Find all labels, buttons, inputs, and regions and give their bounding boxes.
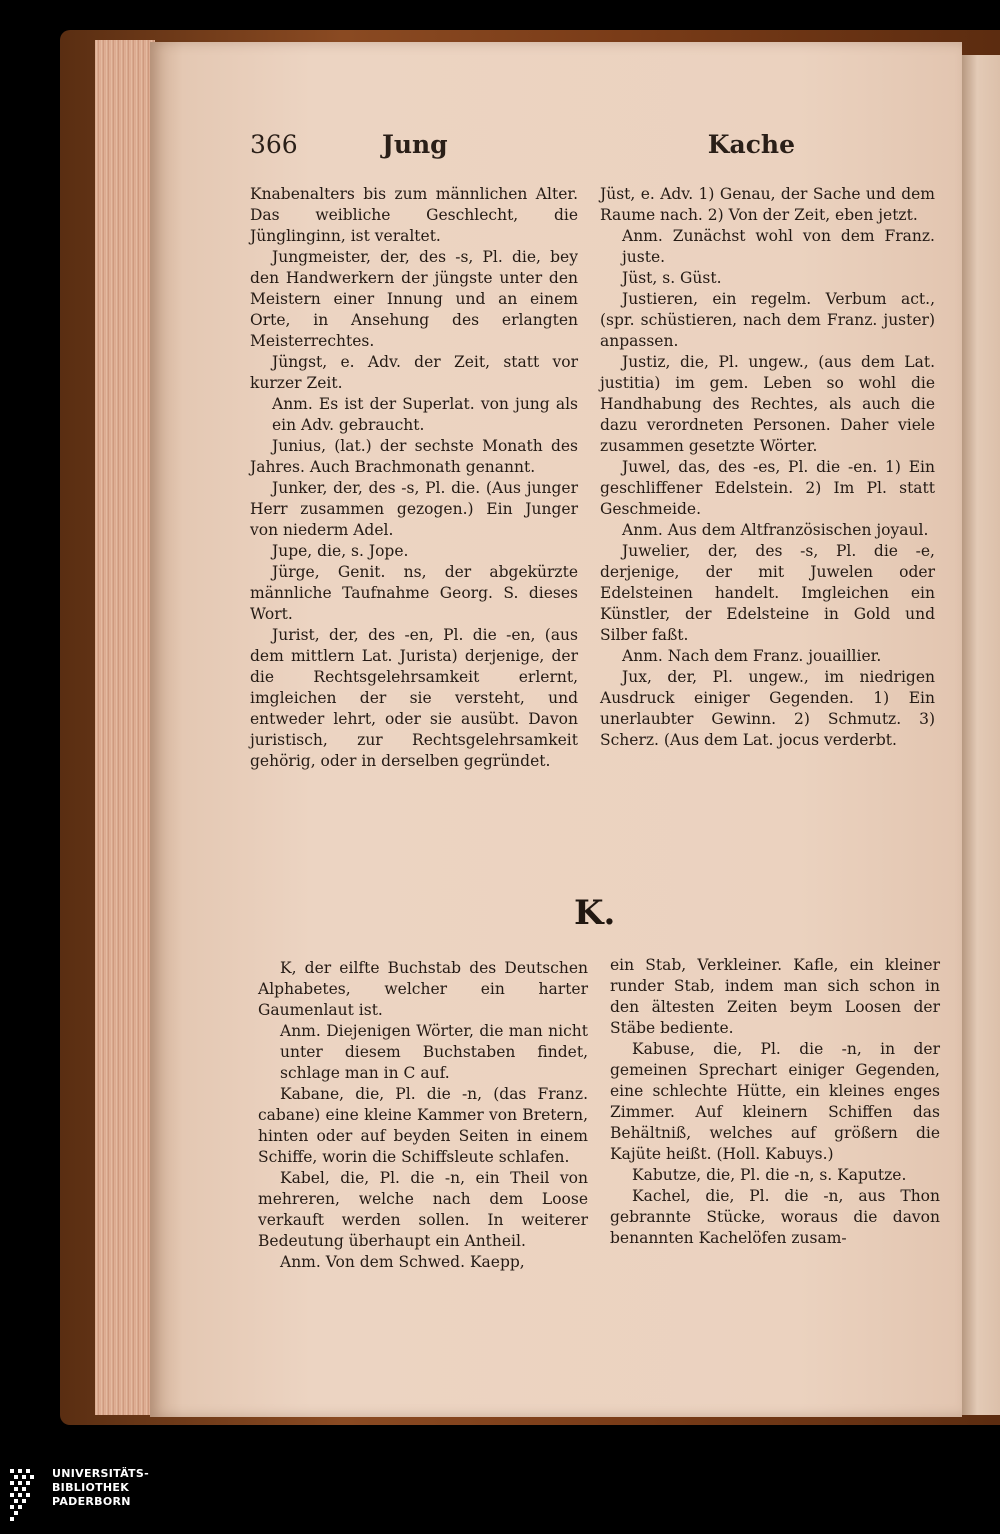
- dictionary-note: Anm. Es ist der Superlat. von jung als ein Adv. gebraucht.: [272, 395, 578, 434]
- dictionary-note: Anm. Nach dem Franz. jouaillier.: [622, 647, 882, 665]
- dictionary-entry: Jurist, der, des -en, Pl. die -en, (aus dem mittlern Lat. Jurista) derjenige, der die Rechtsgelehrsamkeit erlernt, imgleichen der sie versteht, und entweder lehrt, oder sie ausübt. Davon juristisch, zur Rechtsgelehrsamkeit gehörig, oder in derselben gegründet.: [250, 626, 578, 770]
- dictionary-entry: Kabel, die, Pl. die -n, ein Theil von mehreren, welche nach dem Loose verkauft werden sollen. In weiterer Bedeutung überhaupt ein Antheil.: [258, 1169, 588, 1250]
- dictionary-entry: K, der eilfte Buchstab des Deutschen Alphabetes, welcher ein harter Gaumenlaut ist.: [258, 959, 588, 1019]
- dictionary-entry: Kabutze, die, Pl. die -n, s. Kaputze.: [632, 1166, 907, 1184]
- dictionary-entry: ein Stab, Verkleiner. Kafle, ein kleiner runder Stab, indem man sich schon in den ältesten Zeiten beym Loosen der Stäbe bediente.: [610, 956, 940, 1037]
- left-column-top: [250, 184, 578, 772]
- dictionary-entry: Jüst, e. Adv. 1) Genau, der Sache und dem Raume nach. 2) Von der Zeit, eben jetzt.: [600, 185, 935, 224]
- dictionary-entry: Kabuse, die, Pl. die -n, in der gemeinen Sprechart einiger Gegenden, eine schlechte Hütte, ein kleines enges Zimmer. Auf kleinern Schiffen das Behältniß, welches auf größern die Kajüte heißt. (Holl. Kabuys.): [610, 1040, 940, 1163]
- dictionary-entry: Juwel, das, des -es, Pl. die -en. 1) Ein geschliffener Edelstein. 2) Im Pl. statt Geschmeide.: [600, 458, 935, 518]
- right-column-bottom: [610, 955, 940, 1249]
- logo-line-3: PADERBORN: [52, 1495, 131, 1508]
- dictionary-entry: Knabenalters bis zum männlichen Alter. Das weibliche Geschlecht, die Jünglinginn, ist veraltet.: [250, 185, 578, 245]
- left-headword: Jung: [382, 130, 448, 159]
- left-column-bottom: [258, 958, 588, 1273]
- logo-line-1: UNIVERSITÄTS-: [52, 1467, 149, 1480]
- page-number: 366: [250, 130, 298, 159]
- dictionary-entry: Kachel, die, Pl. die -n, aus Thon gebrannte Stücke, woraus die davon benannten Kachelöfen zusam-: [610, 1187, 940, 1247]
- dictionary-entry: Jungmeister, der, des -s, Pl. die, bey den Handwerkern der jüngste unter den Meistern einer Innung und an einem Orte, in Ansehung des erlangten Meisterrechtes.: [250, 248, 578, 350]
- dictionary-note: Anm. Diejenigen Wörter, die man nicht unter diesem Buchstaben findet, schlage man in C auf.: [280, 1022, 588, 1082]
- section-letter: K.: [574, 893, 616, 933]
- library-logo-icon: [8, 1467, 44, 1523]
- dictionary-entry: Anm. Von dem Schwed. Kaepp,: [280, 1253, 525, 1271]
- dictionary-entry: Jüst, s. Güst.: [622, 269, 722, 287]
- library-logo: [0, 1455, 160, 1534]
- dictionary-entry: Jürge, Genit. ns, der abgekürzte männliche Taufnahme Georg. S. dieses Wort.: [250, 563, 578, 623]
- running-head: [250, 130, 795, 170]
- page-edges: [95, 40, 155, 1415]
- right-column-top: [600, 184, 935, 751]
- dictionary-entry: Junius, (lat.) der sechste Monath des Jahres. Auch Brachmonath genannt.: [250, 437, 578, 476]
- dictionary-entry: Justiz, die, Pl. ungew., (aus dem Lat. justitia) im gem. Leben so wohl die Handhabung des Rechtes, als auch die dazu verordneten Personen. Daher viele zusammen gesetzte Wörter.: [600, 353, 935, 455]
- right-headword: Kache: [707, 130, 795, 159]
- dictionary-entry: Justieren, ein regelm. Verbum act., (spr. schüstieren, nach dem Franz. juster) anpassen.: [600, 290, 935, 350]
- dictionary-entry: Junker, der, des -s, Pl. die. (Aus junger Herr zusammen gezogen.) Ein Junger von niederm Adel.: [250, 479, 578, 539]
- dictionary-entry: Jupe, die, s. Jope.: [272, 542, 409, 560]
- dictionary-note: Anm. Aus dem Altfranzösischen joyaul.: [622, 521, 929, 539]
- dictionary-entry: Juwelier, der, des -s, Pl. die -e, derjenige, der mit Juwelen oder Edelsteinen handelt. Imgleichen ein Künstler, der Edelsteine in Gold und Silber faßt.: [600, 542, 935, 644]
- facing-page-edge: [962, 55, 1000, 1415]
- dictionary-entry: Kabane, die, Pl. die -n, (das Franz. cabane) eine kleine Kammer von Bretern, hinten oder auf beyden Seiten in einem Schiffe, worin die Schiffsleute schlafen.: [258, 1085, 588, 1166]
- logo-line-2: BIBLIOTHEK: [52, 1481, 130, 1494]
- dictionary-entry: Jux, der, Pl. ungew., im niedrigen Ausdruck einiger Gegenden. 1) Ein unerlaubter Gewinn. 2) Schmutz. 3) Scherz. (Aus dem Lat. jocus verderbt.: [600, 668, 935, 749]
- dictionary-note: Anm. Zunächst wohl von dem Franz. juste.: [622, 227, 935, 266]
- dictionary-entry: Jüngst, e. Adv. der Zeit, statt vor kurzer Zeit.: [250, 353, 578, 392]
- library-logo-text: [52, 1467, 149, 1509]
